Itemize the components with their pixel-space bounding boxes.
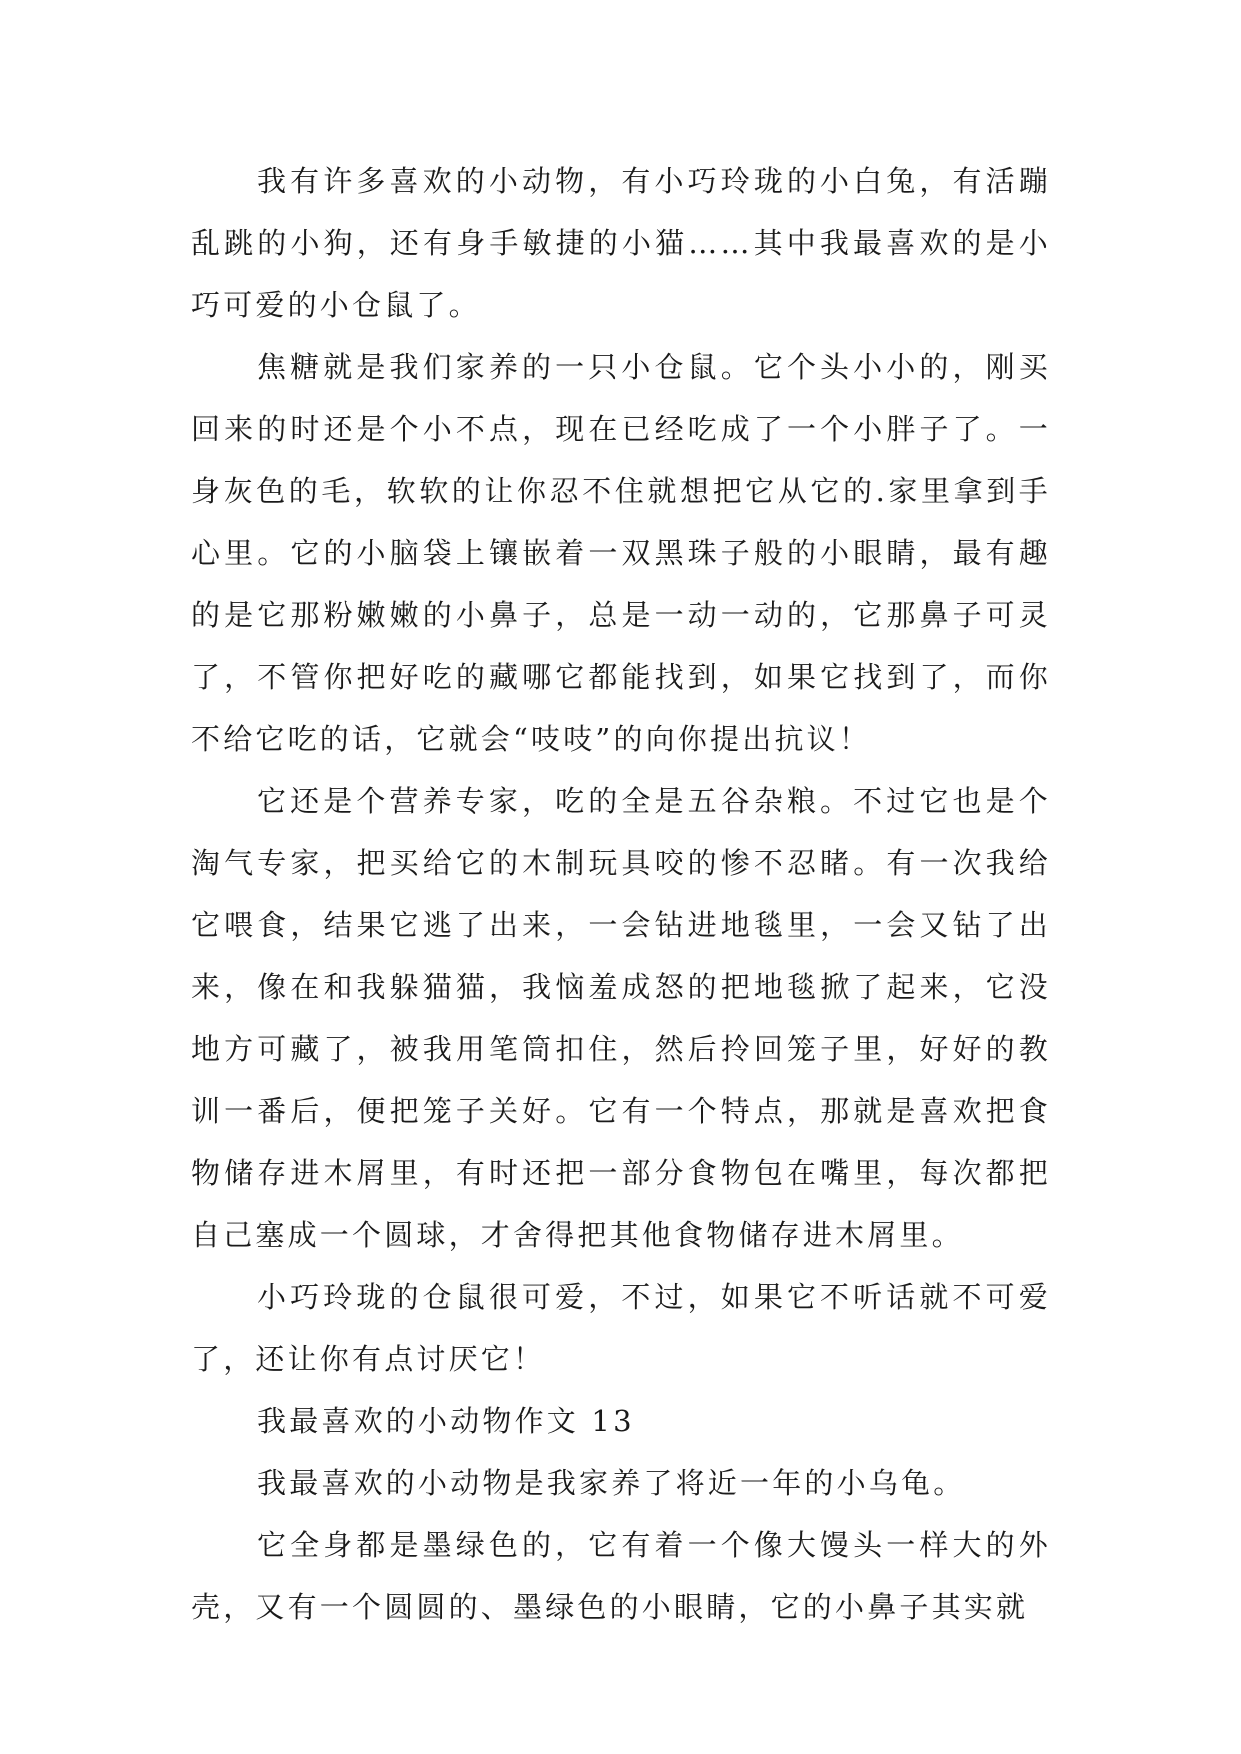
- paragraph-turtle-intro: 我最喜欢的小动物是我家养了将近一年的小乌龟。: [257, 1466, 966, 1500]
- paragraph-turtle-description: 它全身都是墨绿色的，它有着一个像大馒头一样大的外壳，又有一个圆圆的、墨绿色的小眼睛，它的小鼻子其实就: [191, 1528, 1051, 1624]
- paragraph-intro: 我有许多喜欢的小动物，有小巧玲珑的小白兔，有活蹦乱跳的小狗，还有身手敏捷的小猫……其中我最喜欢的是小巧可爱的小仓鼠了。: [191, 164, 1051, 322]
- paragraph-hamster-habits: 它还是个营养专家，吃的全是五谷杂粮。不过它也是个淘气专家，把买给它的木制玩具咬的惨不忍睹。有一次我给它喂食，结果它逃了出来，一会钻进地毯里，一会又钻了出来，像在和我躲猫猫，我恼羞成怒的把地毯掀了起来，它没地方可藏了，被我用笔筒扣住，然后拎回笼子里，好好的教训一番后，便把笼子关好。它有一个特点，那就是喜欢把食物储存进木屑里，有时还把一部分食物包在嘴里，每次都把自己塞成一个圆球，才舍得把其他食物储存进木屑里。: [191, 784, 1051, 1252]
- paragraph-hamster-description: 焦糖就是我们家养的一只小仓鼠。它个头小小的，刚买回来的时还是个小不点，现在已经吃成了一个小胖子了。一身灰色的毛，软软的让你忍不住就想把它从它的.家里拿到手心里。它的小脑袋上镶嵌着一双黑珠子般的小眼睛，最有趣的是它那粉嫩嫩的小鼻子，总是一动一动的，它那鼻子可灵了，不管你把好吃的藏哪它都能找到，如果它找到了，而你不给它吃的话，它就会“吱吱”的向你提出抗议！: [191, 350, 1051, 756]
- essay-heading: 我最喜欢的小动物作文 13: [257, 1404, 635, 1438]
- document-body: [191, 150, 1051, 1638]
- paragraph-hamster-conclusion: 小巧玲珑的仓鼠很可爱，不过，如果它不听话就不可爱了，还让你有点讨厌它！: [191, 1280, 1051, 1376]
